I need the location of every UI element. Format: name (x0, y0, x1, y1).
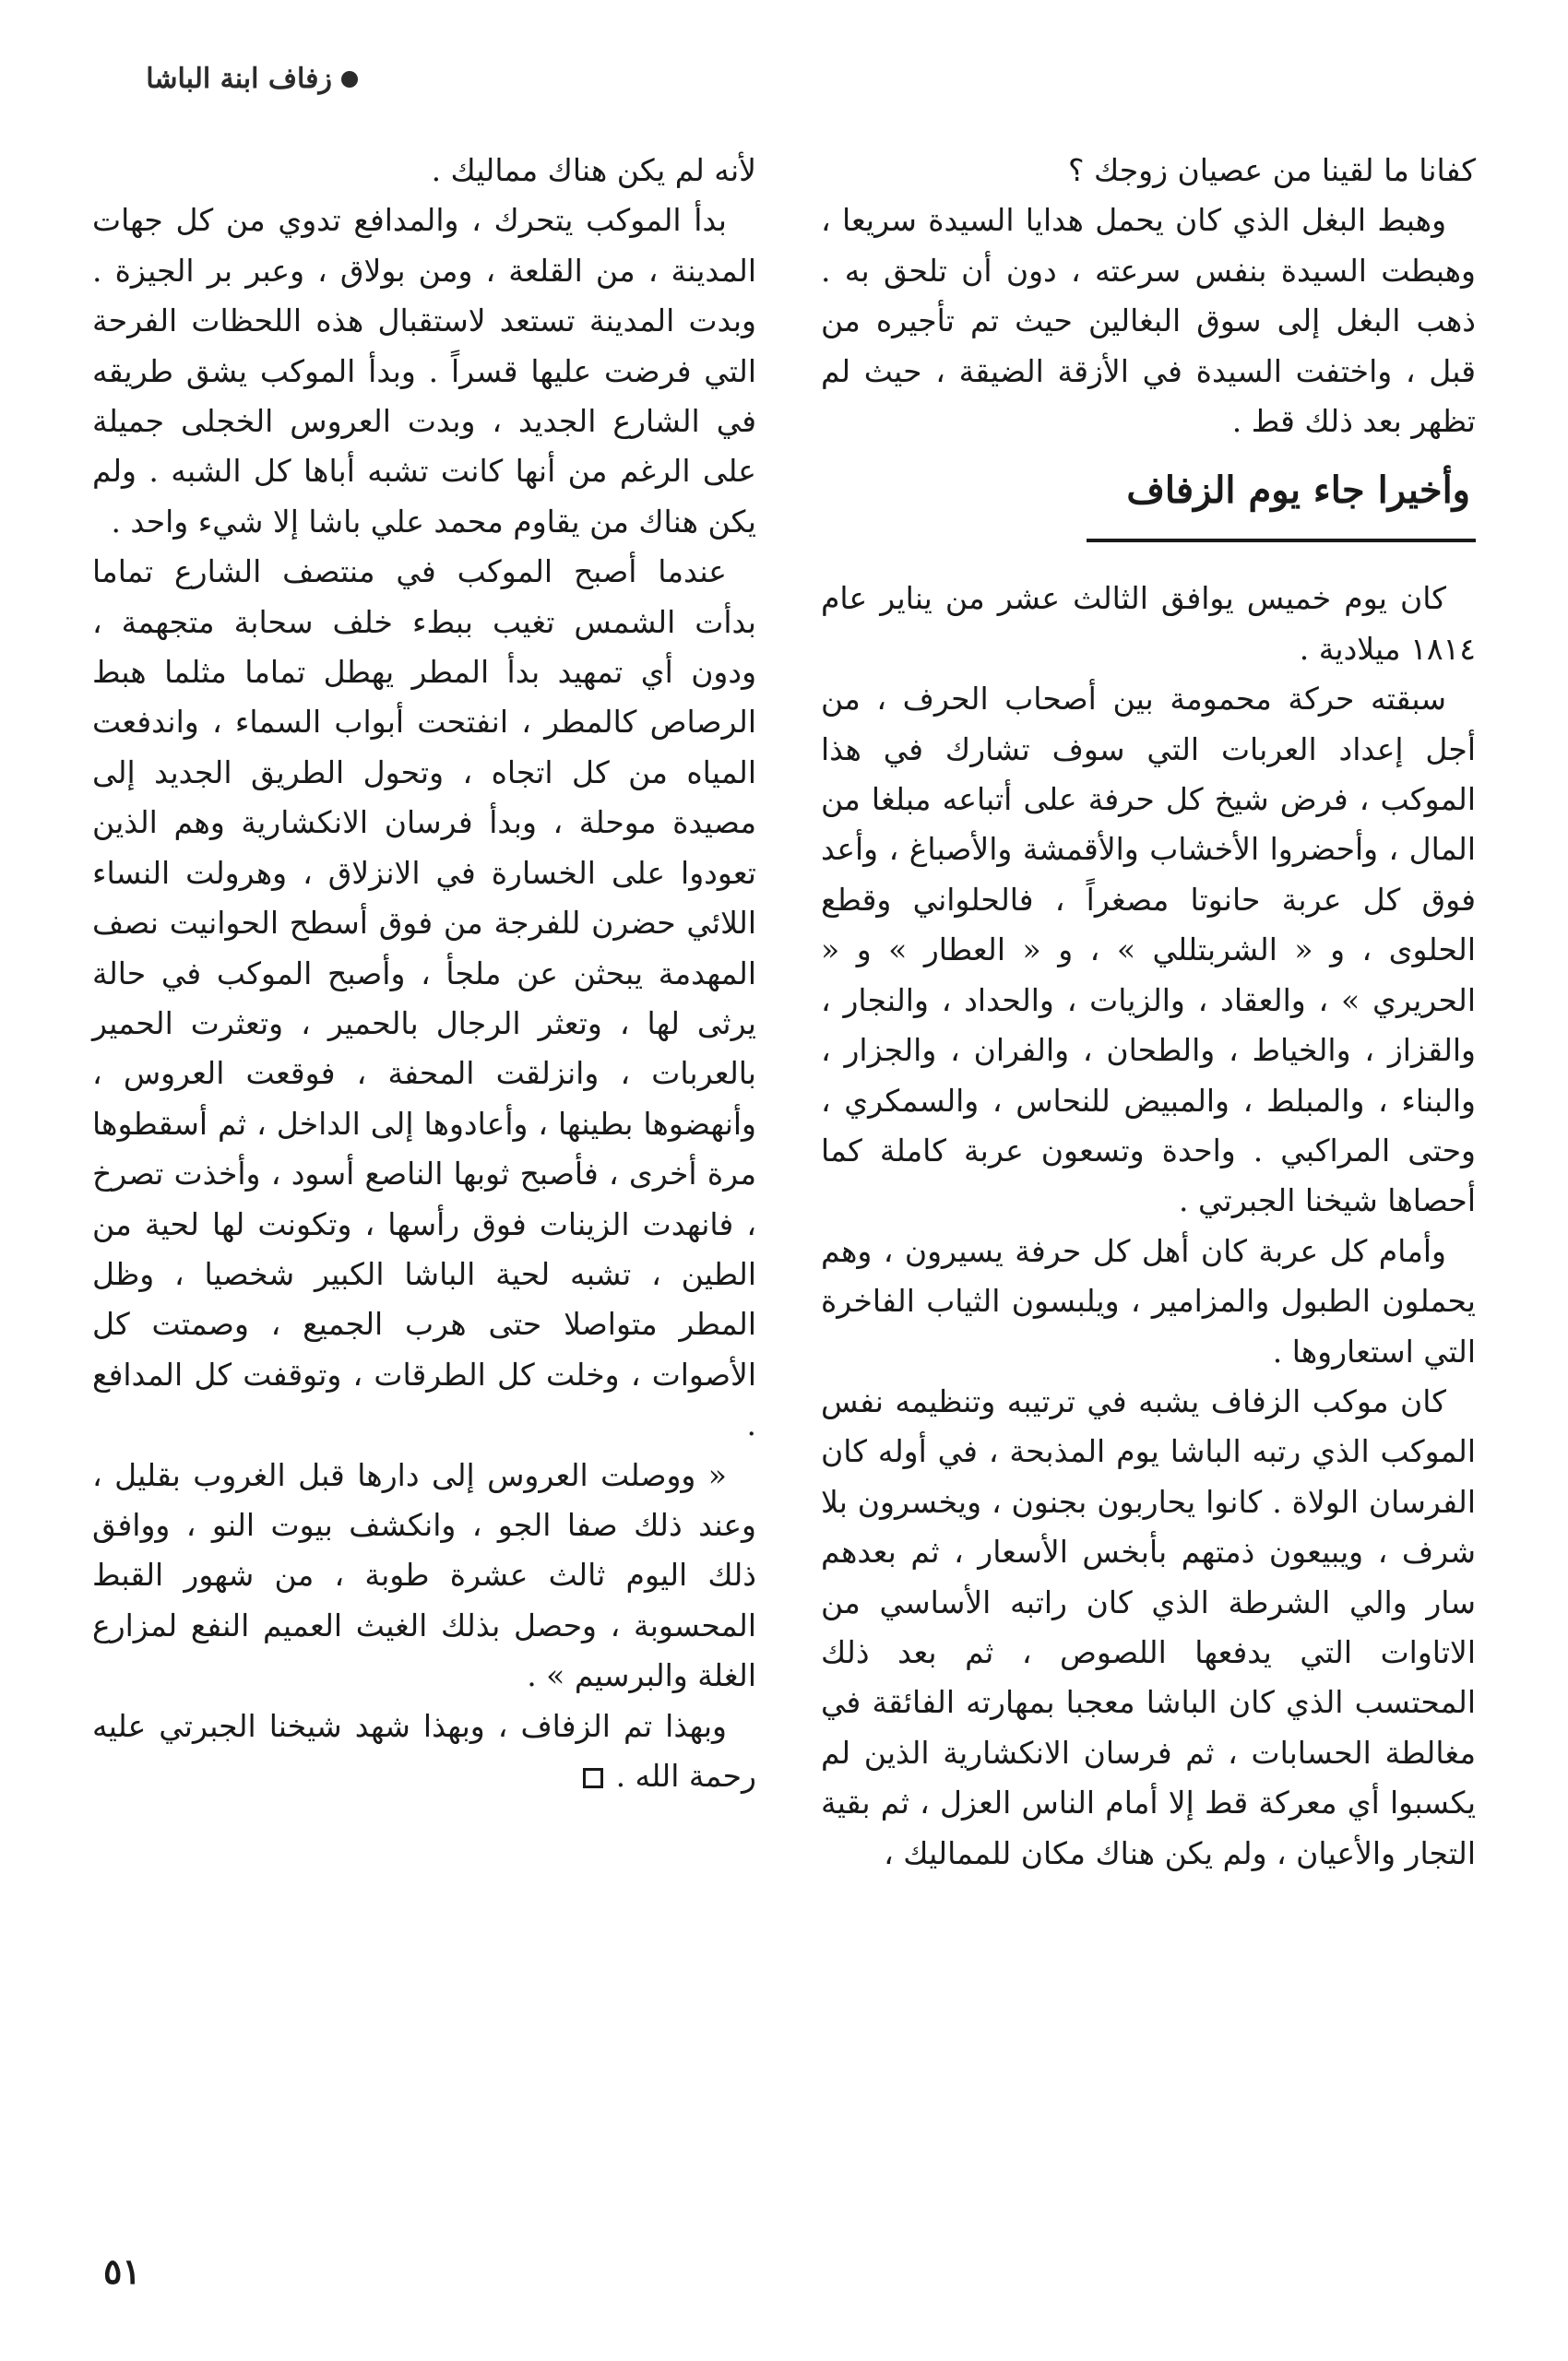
paragraph: وهبط البغل الذي كان يحمل هدايا السيدة سريعا ، وهبطت السيدة بنفس سرعته ، دون أن تلحق به . ذهب البغل إلى سوق البغالين حيث تم تأجيره من قبل ، واختفت السيدة في الأزقة الضيقة ، حيث لم تظهر بعد ذلك قط . (821, 202, 1477, 440)
paragraph: كفانا ما لقينا من عصيان زوجك ؟ (1067, 152, 1476, 188)
section-heading-block (821, 463, 1476, 542)
paragraph: لأنه لم يكن هناك مماليك . (431, 152, 756, 188)
header-title: زفاف ابنة الباشا (146, 63, 332, 95)
paragraph: عندما أصبح الموكب في منتصف الشارع تماما بدأت الشمس تغيب ببطء خلف سحابة متجهمة ، ودون أي تمهيد بدأ المطر يهطل تماما مثلما هبط الرصاص كالمطر ، انفتحت أبواب السماء ، واندفعت المياه من كل اتجاه ، وتحول الطريق الجديد إلى مصيدة موحلة ، وبدأ فرسان الانكشارية وهم الذين تعودوا على الخسارة في الانزلاق ، وهرولت النساء اللائي حضرن للفرجة من فوق أسطح الحوانيت نصف المهدمة يبحثن عن ملجأ ، وأصبح الموكب في حالة يرثى لها ، وتعثر الرجال بالحمير ، وتعثرت الحمير بالعربات ، وانزلقت المحفة ، فوقعت العروس ، وأنهضوها بطينها ، وأعادوها إلى الداخل ، ثم أسقطوها مرة أخرى ، فأصبح ثوبها الناصع أسود ، وأخذت تصرخ ، فانهدت الزينات فوق رأسها ، وتكونت لها لحية من الطين ، تشبه لحية الباشا الكبير شخصيا ، وظل المطر متواصلا حتى هرب الجميع ، وصمتت كل الأصوات ، وخلت كل الطرقات ، وتوقفت كل المدافع . (92, 553, 756, 1443)
paragraph: كان موكب الزفاف يشبه في ترتيبه وتنظيمه نفس الموكب الذي رتبه الباشا يوم المذبحة ، في أوله كان الفرسان الولاة . كانوا يحاربون بجنون ، ويخسرون بلا شرف ، ويبيعون ذمتهم بأبخس الأسعار ، ثم بعدهم سار والي الشرطة الذي كان راتبه الأساسي من الاتاوات التي يدفعها اللصوص ، ثم بعد ذلك المحتسب الذي كان الباشا معجبا بمهارته الفائقة في مغالطة الحسابات ، ثم فرسان الانكشارية الذين لم يكسبوا أي معركة قط إلا أمام الناس العزل ، ثم بقية التجار والأعيان ، ولم يكن هناك مكان للمماليك ، (821, 1382, 1476, 1871)
closing-paragraph (92, 1702, 756, 1802)
paragraph: « ووصلت العروس إلى دارها قبل الغروب بقليل ، وعند ذلك صفا الجو ، وانكشف بيوت النو ، ووافق ذلك اليوم ثالث عشرة طوبة ، من شهور القبط المحسوبة ، وحصل بذلك الغيث العميم النفع لمزارع الغلة والبرسيم » . (92, 1456, 756, 1694)
closing-text: وبهذا تم الزفاف ، وبهذا شهد شيخنا الجبرتي عليه رحمة الله . (92, 1707, 756, 1794)
section-heading: وأخيرا جاء يوم الزفاف (1087, 463, 1476, 542)
end-mark-icon (583, 1768, 603, 1788)
header-bullet-icon (341, 71, 358, 88)
paragraph: بدأ الموكب يتحرك ، والمدافع تدوي من كل جهات المدينة ، من القلعة ، ومن بولاق ، وعبر بر الجيزة . وبدت المدينة تستعد لاستقبال هذه اللحظات الفرحة التي فرضت عليها قسراً . وبدأ الموكب يشق طريقه في الشارع الجديد ، وبدت العروس الخجلى جميلة على الرغم من أنها كانت تشبه أباها كل الشبه . ولم يكن هناك من يقاوم محمد علي باشا إلا شيء واحد . (92, 202, 756, 540)
paragraph: كان يوم خميس يوافق الثالث عشر من يناير عام ١٨١٤ ميلادية . (821, 580, 1476, 667)
left-column (92, 146, 756, 1801)
running-header (146, 63, 358, 95)
page-number: ٥١ (103, 2250, 141, 2292)
right-column (821, 146, 1476, 1879)
paragraph: سبقته حركة محمومة بين أصحاب الحرف ، من أجل إعداد العربات التي سوف تشارك في هذا الموكب ، فرض شيخ كل حرفة على أتباعه مبلغا من المال ، وأحضروا الأخشاب والأقمشة والأصباغ ، وأعد فوق كل عربة حانوتا مصغراً ، فالحلواني وقطع الحلوى ، و « الشربتللي » ، و « العطار » و « الحريري » ، والعقاد ، والزيات ، والحداد ، والنجار ، والقزاز ، والخياط ، والطحان ، والفران ، والجزار ، والبناء ، والمبلط ، والمبيض للنحاس ، والسمكري ، وحتى المراكبي . واحدة وتسعون عربة كاملة كما أحصاها شيخنا الجبرتي . (821, 681, 1476, 1219)
paragraph: وأمام كل عربة كان أهل كل حرفة يسيرون ، وهم يحملون الطبول والمزامير ، ويلبسون الثياب الفاخرة التي استعاروها . (821, 1232, 1476, 1370)
